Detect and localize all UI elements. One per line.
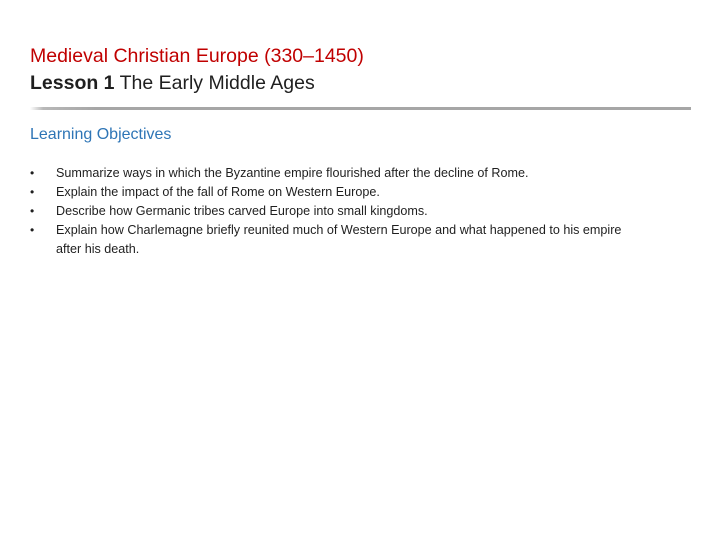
- objective-text: Explain how Charlemagne briefly reunited much of Western Europe and what happened to his empire after his death.: [56, 223, 622, 256]
- objective-text: Describe how Germanic tribes carved Europe into small kingdoms.: [56, 204, 428, 218]
- bullet-icon: •: [30, 223, 35, 237]
- title-divider: [30, 107, 691, 110]
- bullet-icon: •: [30, 204, 35, 218]
- objective-item: [30, 221, 630, 259]
- learning-objectives-heading: Learning Objectives: [30, 126, 172, 143]
- objectives-list: [30, 164, 630, 259]
- objective-item: [30, 183, 630, 202]
- slide-title: Medieval Christian Europe (330–1450): [30, 45, 364, 67]
- title-block: [30, 43, 690, 97]
- bullet-icon: •: [30, 166, 35, 180]
- lesson-heading: [30, 70, 690, 97]
- objective-text: Summarize ways in which the Byzantine empire flourished after the decline of Rome.: [56, 166, 529, 180]
- bullet-icon: •: [30, 185, 35, 199]
- objective-text: Explain the impact of the fall of Rome on Western Europe.: [56, 185, 380, 199]
- lesson-label: Lesson 1: [30, 72, 115, 94]
- objective-item: [30, 202, 630, 221]
- lesson-title: The Early Middle Ages: [114, 72, 315, 94]
- objective-item: [30, 164, 630, 183]
